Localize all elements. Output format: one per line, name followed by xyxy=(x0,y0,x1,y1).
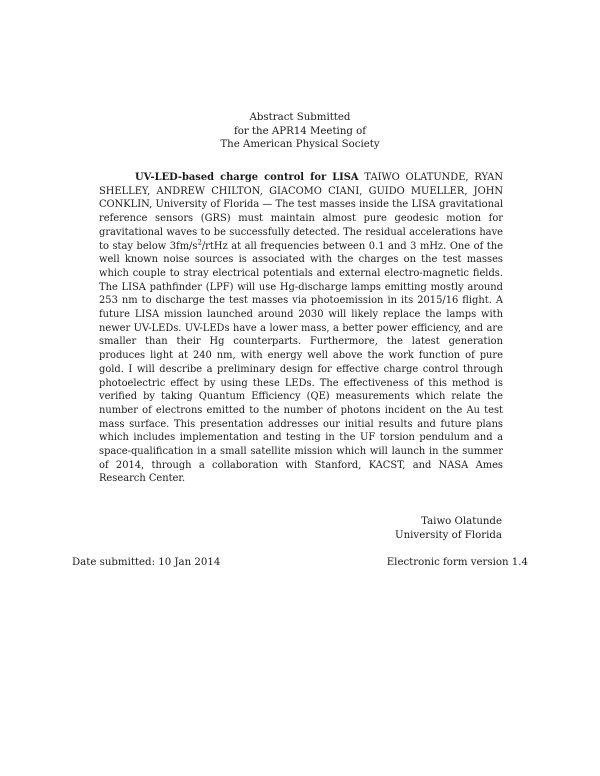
abstract-body xyxy=(99,171,503,486)
abstract-authors: TAIWO OLATUNDE, RYAN SHELLEY, ANDREW CHILTON, GIACOMO CIANI, GUIDO MUELLER, JOHN CONKLIN, University of Florida xyxy=(99,172,504,211)
header-line-society: The American Physical Society xyxy=(220,139,380,151)
submission-header xyxy=(0,111,600,152)
author-separator: — xyxy=(259,199,276,211)
presenter-affiliation: University of Florida xyxy=(395,529,502,541)
header-line-abstract-submitted: Abstract Submitted xyxy=(249,112,351,123)
presenter-name: Taiwo Olatunde xyxy=(421,516,502,527)
abstract-text-part1: The test masses inside the LISA gravitational reference sensors (GRS) must maintain almost pure geodesic motion for gravitational waves to be successfully detected. The residual accelerations have to stay below 3fm/s xyxy=(99,199,503,252)
abstract-text-part2: /rtHz at all frequencies between 0.1 and 3 mHz. One of the well known noise sources is associated with the charges on the test masses which couple to stray electrical potentials and external electro-magnetic fields. The LISA pathfinder (LPF) will use Hg-discharge lamps emitting mostly around 253 nm to discharge the test masses via photoemission in its 2015/16 flight. A future LISA mission launched around 2030 will likely replace the lamps with newer UV-LEDs. UV-LEDs have a lower mass, a better power efficiency, and are smaller than their Hg counterparts. Furthermore, the latest generation produces light at 240 nm, with energy well above the work function of pure gold. I will describe a preliminary design for effective charge control through photoelectric effect by using these LEDs. The effectiveness of this method is verified by taking Quantum Efficiency (QE) measurements which relate the number of electrons emitted to the number of photons incident on the Au test mass surface. This presentation addresses our initial results and future plans which includes implementation and testing in the UF torsion pendulum and a space-qualification in a small satellite mission which will launch in the summer of 2014, through a collaboration with Stanford, KACST, and NASA Ames Research Center. xyxy=(99,240,503,485)
form-version: Electronic form version 1.4 xyxy=(386,557,528,568)
signature-block xyxy=(395,515,502,542)
header-line-meeting: for the APR14 Meeting of xyxy=(233,125,367,137)
units-superscript: 2 xyxy=(197,238,202,247)
abstract-title: UV-LED-based charge control for LISA xyxy=(135,172,359,183)
date-submitted: Date submitted: 10 Jan 2014 xyxy=(72,557,221,568)
